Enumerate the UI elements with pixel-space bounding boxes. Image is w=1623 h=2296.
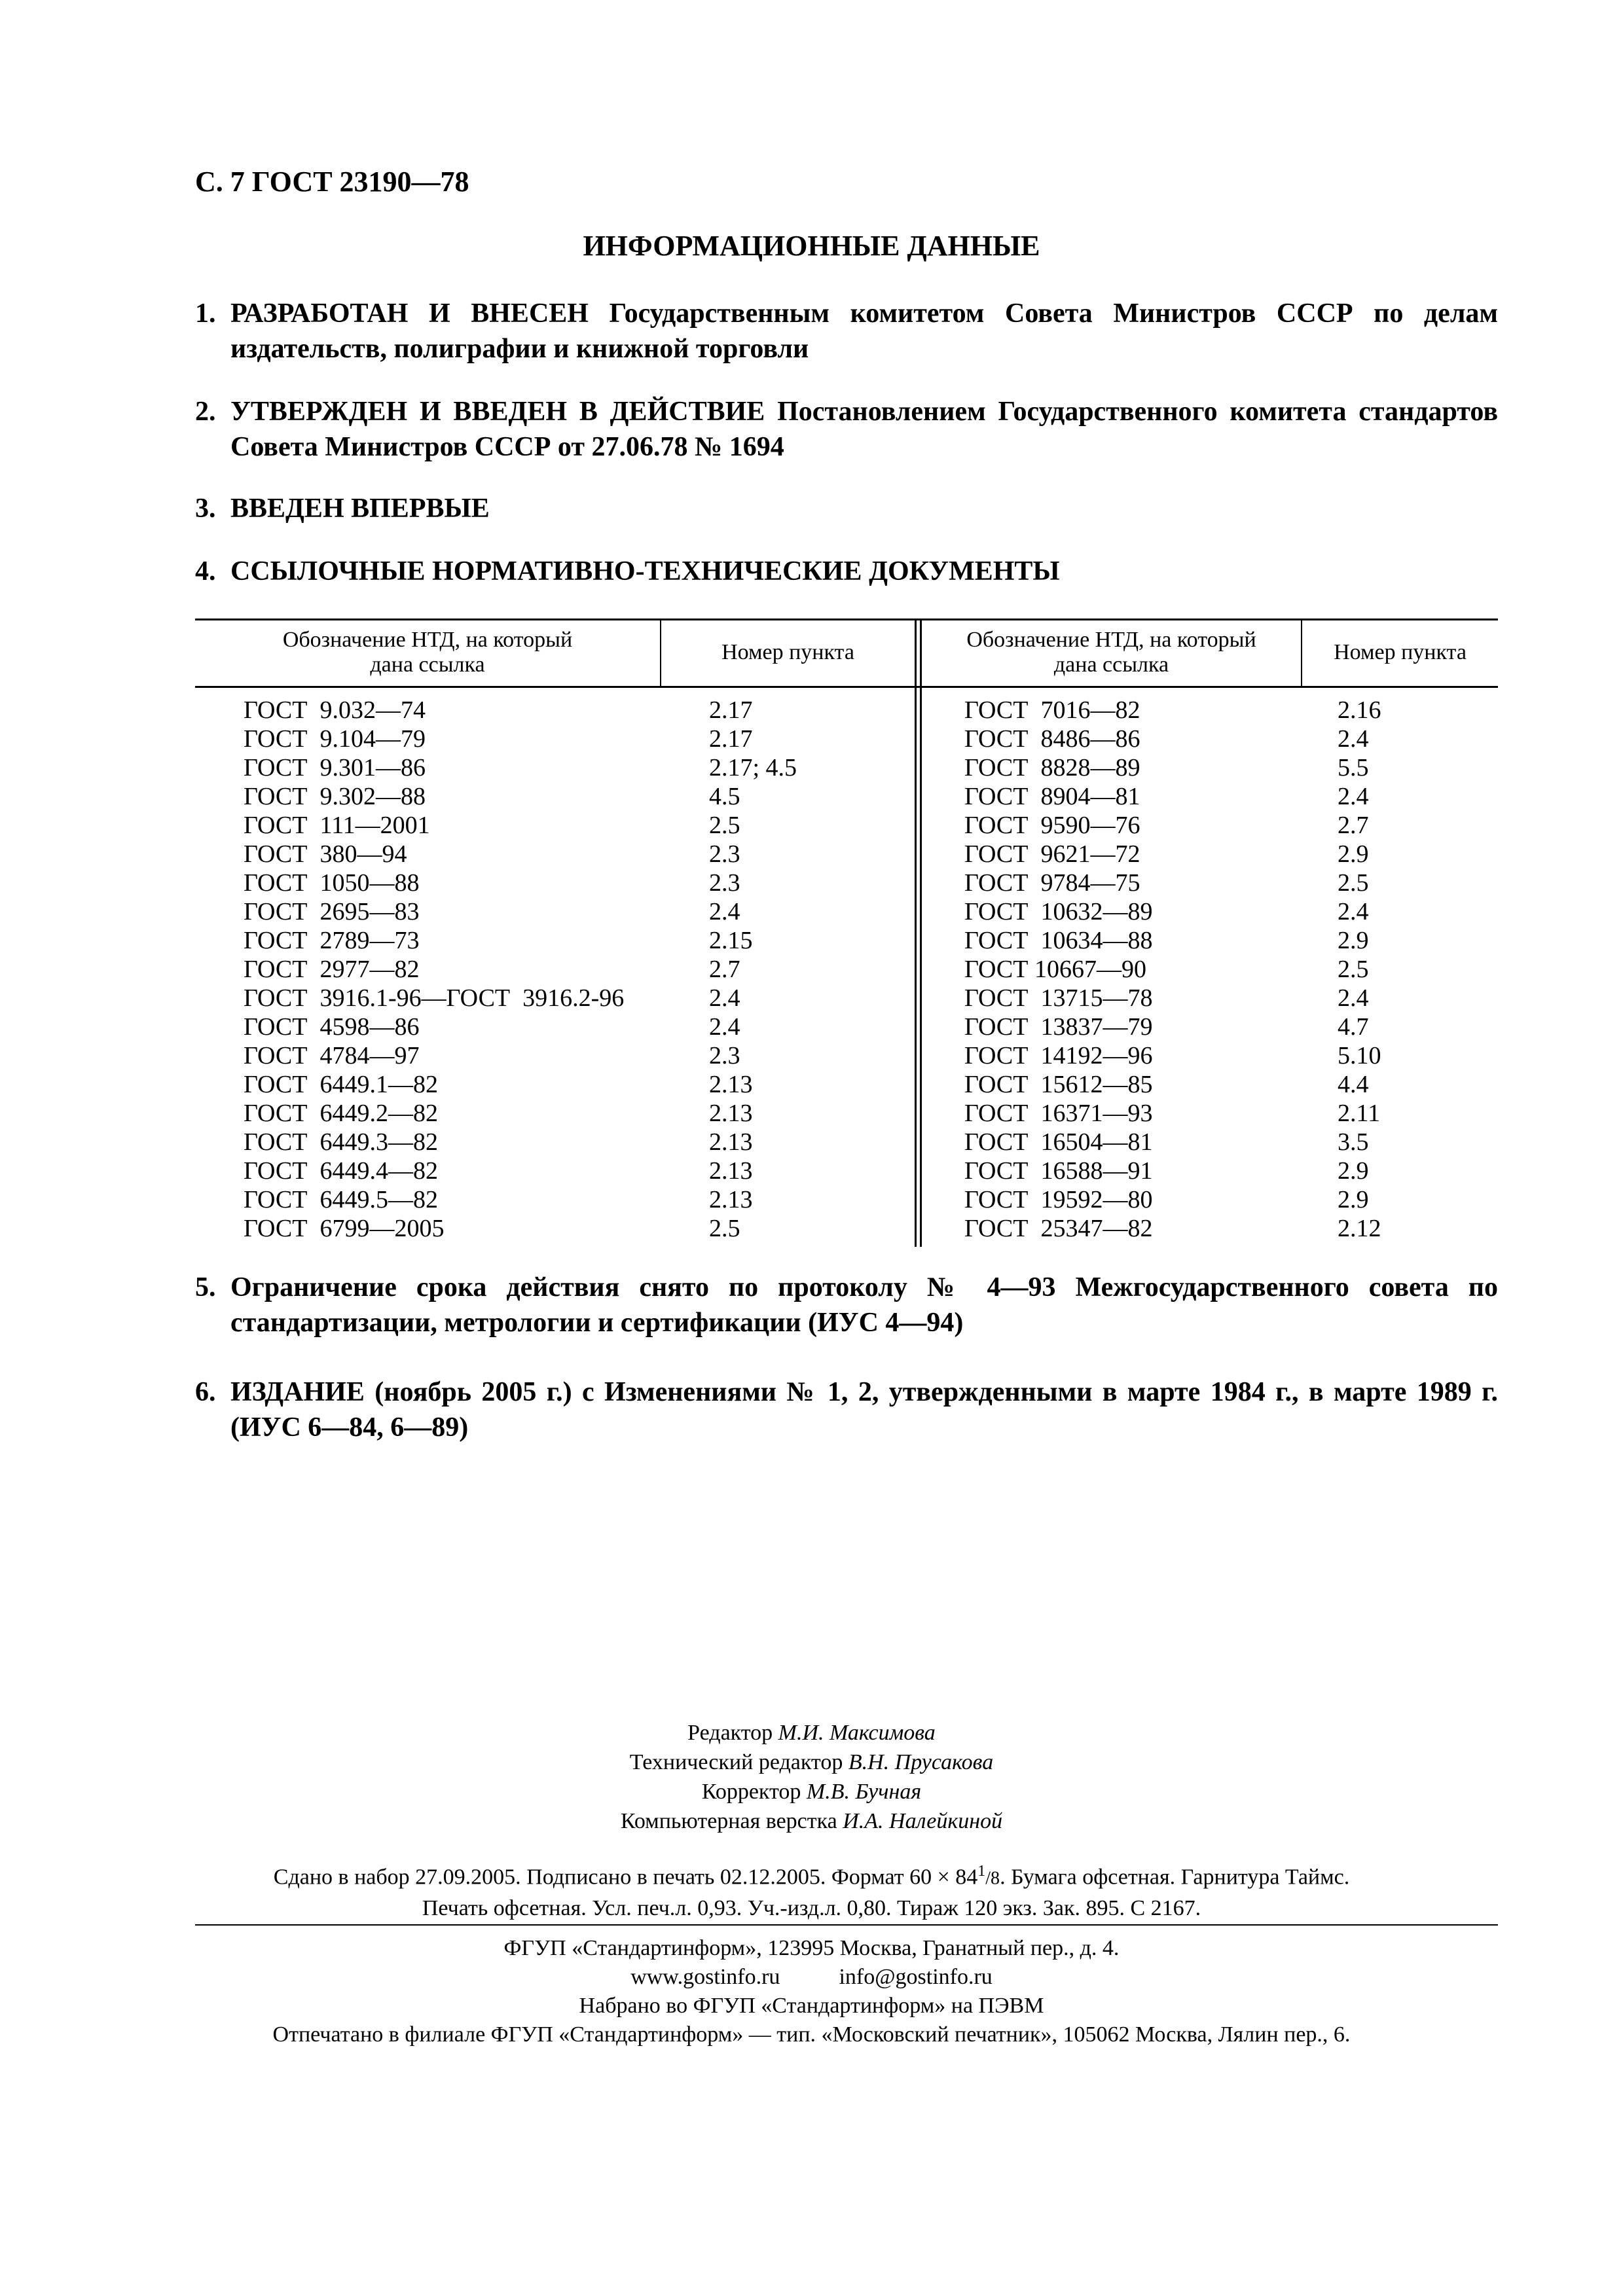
ref-doc: ГОСТ 9621—72 [964,840,1140,868]
ref-doc: ГОСТ 6799—2005 [244,1215,445,1242]
ref-point: 5.10 [1338,1042,1381,1069]
ref-point: 2.4 [709,898,740,925]
item-number: 5. [195,1272,216,1302]
ref-doc: ГОСТ 2695—83 [244,898,420,925]
table-top-rule [195,619,1498,620]
ref-point: 2.5 [1338,956,1369,983]
ref-point: 2.3 [709,869,740,897]
divider [195,1924,1498,1926]
ref-doc: ГОСТ 8828—89 [964,754,1140,781]
list-item-3 [195,491,1498,526]
ref-doc: ГОСТ 13715—78 [964,984,1153,1012]
ref-doc: ГОСТ 2977—82 [244,956,420,983]
list-item-1 [195,296,1498,367]
column-header-doc-right: Обозначение НТД, на который дана ссылка [966,628,1256,677]
ref-point: 4.7 [1338,1013,1369,1041]
center-divider [915,619,917,1247]
table-header-rule [195,686,1498,688]
ref-doc: ГОСТ 6449.2—82 [244,1100,438,1127]
printer-contacts [0,1963,1623,1992]
list-item-2 [195,394,1498,465]
ref-doc: ГОСТ 8486—86 [964,725,1140,753]
ref-point: 2.17 [709,725,753,753]
list-item-6 [195,1374,1498,1445]
ref-point: 2.4 [1338,783,1369,810]
ref-point: 2.4 [709,984,740,1012]
ref-doc: ГОСТ 25347—82 [964,1215,1153,1242]
page-header: С. 7 ГОСТ 23190—78 [195,166,469,198]
ref-point: 2.7 [1338,812,1369,839]
ref-doc: ГОСТ 3916.1-96—ГОСТ 3916.2-96 [244,984,625,1012]
credit-tech-editor: Технический редактор В.Н. Прусакова [629,1750,994,1774]
item-text: ИЗДАНИЕ (ноябрь 2005 г.) с Изменениями № 1, 2, утвержденными в марте 1984 г., в марте 1989 г. (ИУС 6—84, 6—89) [230,1377,1498,1443]
credit-layout: Компьютерная верстка И.А. Налейкиной [620,1809,1003,1833]
printer-info [0,1934,1623,2049]
column-header-doc-left: Обозначение НТД, на который дана ссылка [282,628,573,677]
ref-doc: ГОСТ 380—94 [244,840,407,868]
ref-point: 2.7 [709,956,740,983]
center-divider [920,619,922,1247]
ref-point: 2.9 [1338,840,1369,868]
column-header-point-right: Номер пункта [1334,640,1467,664]
ref-point: 2.5 [709,1215,740,1242]
ref-point: 2.9 [1338,1186,1369,1213]
ref-point: 5.5 [1338,754,1369,781]
item-number: 4. [195,556,216,586]
ref-point: 2.11 [1338,1100,1381,1127]
ref-point: 2.13 [709,1186,753,1213]
item-text: УТВЕРЖДЕН И ВВЕДЕН В ДЕЙСТВИЕ Постановлением Государственного комитета стандартов Совета Министров СССР от 27.06.78 № 1694 [230,397,1498,462]
ref-doc: ГОСТ 10632—89 [964,898,1153,925]
ref-doc: ГОСТ 9.104—79 [244,725,426,753]
right-point-column [1338,696,1381,1243]
publication-line-1: Сдано в набор 27.09.2005. Подписано в печать 02.12.2005. Формат $60 \times 84^1/8$. Бумага офсетная. Гарнитура Таймс. [273,1863,1350,1890]
list-item-5 [195,1270,1498,1340]
email-link[interactable]: info@gostinfo.ru [839,1965,993,1989]
ref-point: 2.5 [709,812,740,839]
ref-doc: ГОСТ 111—2001 [244,812,430,839]
left-point-column [709,696,797,1243]
ref-doc: ГОСТ 9784—75 [964,869,1140,897]
ref-point: 4.4 [1338,1071,1369,1098]
credit-corrector: Корректор М.В. Бучная [701,1780,922,1804]
item-text: Ограничение срока действия снято по протоколу № 4—93 Межгосударственного совета по стандартизации, метрологии и сертификации (ИУС 4—94) [230,1272,1498,1338]
ref-doc: ГОСТ 13837—79 [964,1013,1153,1041]
ref-doc: ГОСТ 6449.5—82 [244,1186,438,1213]
ref-point: 4.5 [709,783,740,810]
ref-point: 2.13 [709,1157,753,1185]
ref-doc: ГОСТ 6449.4—82 [244,1157,438,1185]
ref-point: 2.17 [709,696,753,724]
ref-doc: ГОСТ 16371—93 [964,1100,1153,1127]
ref-doc: ГОСТ 9.301—86 [244,754,426,781]
ref-point: 2.4 [1338,725,1369,753]
printer-line-4: Отпечатано в филиале ФГУП «Стандартинформ» — тип. «Московский печатник», 105062 Москва, Лялин пер., 6. [272,2022,1351,2047]
ref-doc: ГОСТ 16504—81 [964,1128,1153,1156]
item-text: ССЫЛОЧНЫЕ НОРМАТИВНО-ТЕХНИЧЕСКИЕ ДОКУМЕНТЫ [230,556,1060,586]
ref-doc: ГОСТ 6449.3—82 [244,1128,438,1156]
ref-point: 2.9 [1338,927,1369,954]
ref-point: 2.13 [709,1071,753,1098]
ref-doc: ГОСТ 2789—73 [244,927,420,954]
credit-editor: Редактор М.И. Максимова [687,1721,936,1745]
printer-line-3: Набрано во ФГУП «Стандартинформ» на ПЭВМ [579,1994,1044,2018]
ref-point: 2.12 [1338,1215,1381,1242]
item-number: 6. [195,1377,216,1407]
printer-line-1: ФГУП «Стандартинформ», 123995 Москва, Гранатный пер., д. 4. [503,1936,1120,1960]
ref-doc: ГОСТ 6449.1—82 [244,1071,438,1098]
credits-block [0,1718,1623,1836]
ref-doc: ГОСТ 10667—90 [964,956,1146,983]
list-item-4 [195,554,1498,589]
ref-doc: ГОСТ 10634—88 [964,927,1153,954]
ref-doc: ГОСТ 9590—76 [964,812,1140,839]
publication-info [0,1856,1623,1924]
ref-point: 2.17; 4.5 [709,754,797,781]
ref-doc: ГОСТ 14192—96 [964,1042,1153,1069]
publication-line-2: Печать офсетная. Усл. печ.л. 0,93. Уч.-изд.л. 0,80. Тираж 120 экз. Зак. 895. С 2167. [422,1896,1201,1921]
ref-point: 2.5 [1338,869,1369,897]
ref-point: 2.13 [709,1100,753,1127]
right-doc-column [964,696,1153,1243]
ref-doc: ГОСТ 16588—91 [964,1157,1153,1185]
ref-doc: ГОСТ 4784—97 [244,1042,420,1069]
ref-point: 2.3 [709,840,740,868]
ref-doc: ГОСТ 8904—81 [964,783,1140,810]
ref-doc: ГОСТ 7016—82 [964,696,1140,724]
ref-doc: ГОСТ 9.302—88 [244,783,426,810]
reference-table [195,619,1498,1247]
ref-point: 2.4 [1338,984,1369,1012]
item-text: РАЗРАБОТАН И ВНЕСЕН Государственным комитетом Совета Министров СССР по делам издательств, полиграфии и книжной торговли [230,298,1498,364]
item-number: 1. [195,298,216,329]
ref-point: 2.9 [1338,1157,1369,1185]
ref-point: 2.15 [709,927,753,954]
ref-point: 2.3 [709,1042,740,1069]
page-title: ИНФОРМАЦИОННЫЕ ДАННЫЕ [583,230,1040,262]
ref-doc: ГОСТ 1050—88 [244,869,420,897]
ref-doc: ГОСТ 19592—80 [964,1186,1153,1213]
ref-point: 2.4 [709,1013,740,1041]
column-header-point-left: Номер пункта [721,640,854,664]
ref-point: 2.13 [709,1128,753,1156]
ref-point: 2.16 [1338,696,1381,724]
ref-doc: ГОСТ 4598—86 [244,1013,420,1041]
item-text: ВВЕДЕН ВПЕРВЫЕ [230,493,490,524]
ref-doc: ГОСТ 9.032—74 [244,696,426,724]
website-link[interactable]: www.gostinfo.ru [630,1965,780,1989]
item-number: 2. [195,397,216,427]
ref-doc: ГОСТ 15612—85 [964,1071,1153,1098]
left-doc-column [244,696,624,1243]
item-number: 3. [195,493,216,524]
ref-point: 2.4 [1338,898,1369,925]
ref-point: 3.5 [1338,1128,1369,1156]
